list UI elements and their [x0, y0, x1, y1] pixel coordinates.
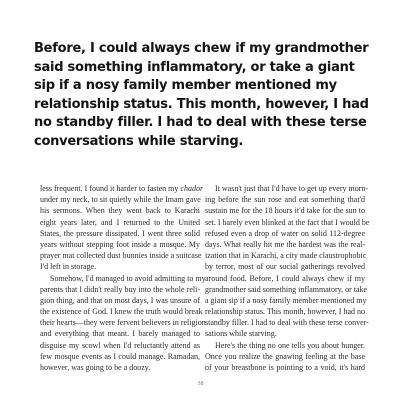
emphasized-word: chador: [180, 184, 204, 193]
pull-quote-line: relationship status. This month, however, I had: [34, 96, 369, 112]
body-line: days. What really hit me the hardest was the real-: [205, 239, 365, 249]
body-line: disguise my scowl when I'd reluctantly attend as: [40, 340, 200, 350]
pull-quote-line: no standby filler. I had to deal with these terse: [34, 115, 367, 130]
body-column-left: [40, 183, 206, 373]
body-line: less frequent. I found it harder to fasten my chador: [40, 184, 204, 193]
body-line: standby filler. I had to deal with these terse conver-: [205, 318, 369, 328]
body-line: his sermons. When they went back to Karachi: [40, 206, 200, 216]
body-line: States, the pressure dissipated. I went three solid: [40, 228, 200, 238]
body-line: refused even a drop of water on solid 112-degree: [205, 228, 365, 238]
pull-quote-line: said something inflammatory, or take a giant: [34, 59, 355, 75]
body-line: under my neck, to sit quietly while the Imam gave: [40, 195, 201, 205]
body-line: ization that in Karachi, a city made claustrophobic: [205, 251, 367, 261]
body-line: parents that I didn't really buy into the whole reli-: [40, 284, 200, 294]
body-line: It wasn't just that I'd have to get up every morn-: [215, 184, 369, 193]
body-line: sustain me for the 18 hours it'd take for the sun to: [205, 206, 365, 216]
body-line: Once you realize the gnawing feeling at the base: [205, 351, 365, 361]
body-line: few mosque events as I could manage. Ramadan,: [40, 351, 200, 361]
body-line: prayer mat collected dust bunnies inside a suitcase: [40, 251, 202, 261]
body-line: set. I barely even blinked at the fact that I would be: [205, 217, 370, 227]
body-line: I'd left in storage.: [40, 262, 97, 272]
pull-quote-line: Before, I could always chew if my grandmother: [34, 41, 369, 56]
body-line: Here's the thing no one tells you about hunger.: [215, 340, 365, 350]
body-line: gion thing, and that on most days, I was unsure of: [40, 295, 200, 305]
body-column-right: [205, 183, 370, 373]
body-line: their hearts—they were fervent believers in religion: [40, 318, 206, 328]
body-line: a giant sip if a nosy family member mentioned my: [205, 295, 367, 305]
pull-quote-line: sip if a nosy family member mentioned my: [34, 78, 337, 93]
body-line: ing before the sun rose and eat something that'd: [205, 195, 365, 205]
body-line: of your breastbone is pointing to a void, it's hard: [205, 363, 365, 372]
body-line: Somehow, I'd managed to avoid admitting to my: [50, 273, 206, 283]
body-line: however, was going to be a doozy.: [40, 363, 151, 372]
body-line: around food. Before, I could always chew if my: [205, 273, 365, 283]
pull-quote: [34, 40, 379, 151]
body-line: by terror, most of our social gatherings revolved: [205, 262, 365, 272]
body-line: and everything that meant. I barely managed to: [40, 329, 200, 339]
page-number: 38: [197, 381, 204, 387]
body-line: the existence of God. I knew the truth would break: [40, 307, 203, 317]
pull-quote-line: conversations while starving.: [34, 133, 244, 149]
body-line: relationship status. This month, however, I had no: [205, 307, 365, 317]
body-line: sations while starving.: [205, 329, 277, 339]
body-line: eight years later, and I returned to the United: [40, 217, 200, 227]
body-line: years without stepping foot inside a mosque. My: [40, 239, 200, 249]
body-line: grandmother said something inflammatory, or take: [205, 284, 368, 294]
